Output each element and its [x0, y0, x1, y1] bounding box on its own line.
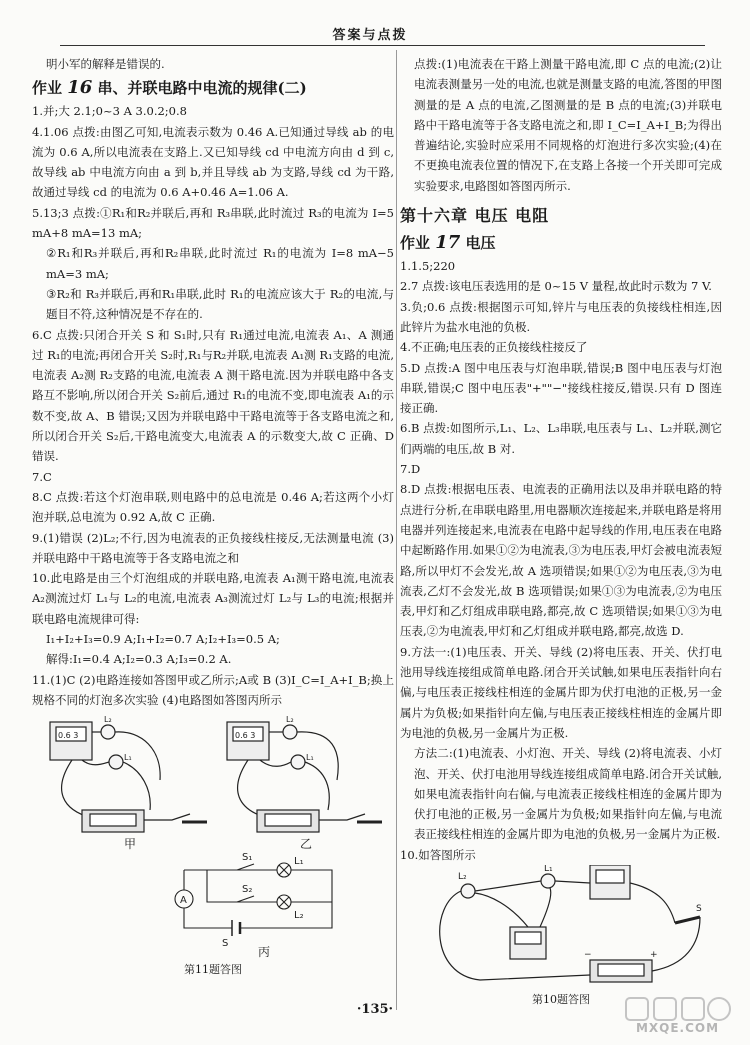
watermark-text: MXQE.COM: [635, 1021, 720, 1035]
switch-icon: [675, 917, 700, 923]
column-divider: [396, 50, 397, 1010]
answer-item: 5.D 点拨:A 图中电压表与灯泡串联,错误;B 图中电压表与灯泡串联,错误;C 图中电压表"+""−"接线柱接反,错误.只有 D 图连接正确.: [400, 360, 722, 416]
lamp-label-l1: L₁: [306, 753, 314, 763]
chapter-title: 电压 电阻: [474, 206, 550, 226]
circuit-diagram-bing: [32, 850, 394, 960]
switch-label-s: S: [222, 938, 229, 950]
equation-line: 解得:I₁=0.4 A;I₂=0.3 A;I₃=0.2 A.: [46, 652, 232, 667]
meter-scale-label: 0.6 3: [235, 731, 256, 741]
figure-label-yi: 乙: [300, 837, 313, 851]
answer-item: 10.此电路是由三个灯泡组成的并联电路,电流表 A₁测干路电流,电流表 A₂测流过灯 L₁与 L₂的电流,电流表 A₃测流过灯 L₂与 L₃的电流;根据并联电路电流规律可得:: [32, 571, 394, 626]
lamp-icon: [283, 725, 297, 739]
chapter-heading: [400, 204, 722, 228]
answer-item: 6.B 点拨:如图所示,L₁、L₂、L₃串联,电压表与 L₁、L₂并联,测它们两端的电压,故 B 对.: [400, 421, 722, 456]
lamp-label-l2: L₂: [104, 715, 112, 725]
figure-label-jia: 甲: [124, 837, 137, 851]
answer-item: ③R₂和 R₃并联后,再和R₁串联,此时 R₁的电流应该大于 R₂的电流,与题目不符,这种情况是不存在的.: [46, 286, 394, 322]
answer-item: 1.1.5;220: [400, 259, 456, 274]
hw16-heading: [32, 77, 394, 99]
lamp-icon: [461, 884, 475, 898]
answer-item: 点拨:(1)电流表在干路上测量干路电流,即 C 点的电流;(2)让电流表测量另一处的电流,也就是测量支路的电流,答图的甲图测量的是 A 点的电流,乙图测量的是 B 点的电流;(3)并联电路中干路电流等于各支路电流之和,即 I_C=I_A+I_B;为得出普遍结论,实验时应采用不同规格的灯泡进行多次实验;(4)在不更换电流表位置的情况下,在支路上各接一个开关即可完成实验要求,电路图如答图丙所示.: [414, 57, 722, 193]
answer-item: 8.D 点拨:根据电压表、电流表的正确用法以及串并联电路的特点进行分析,在串联电路里,用电器顺次连接起来,并联电路是将用电器并列连接起来,电流表在电路中起导线的作用,电压表在电路中起断路作用.如果①②为电流表,③为电压表,甲灯会被电流表短路,所以甲灯不会发光,故 A 选项错误;如果①②为电压表,③为电流表,乙灯不会发光,故 B 选项错误;如果①③为电流表,②为电压表,甲灯和乙灯组成串联电路,都亮,故 C 选项错误;如果①③为电压表,②为电流表,甲灯和乙灯组成并联电路,都亮,故选 D.: [400, 482, 722, 639]
page-header: [0, 0, 750, 48]
chapter-label: 第十六章: [400, 206, 469, 226]
lamp-label-l2: L₂: [458, 871, 467, 882]
switch-label: S: [696, 903, 702, 914]
answer-item: 2.7 点拨:该电压表选用的是 0~15 V 量程,故此时示数为 7 V.: [400, 279, 712, 294]
answer-item: 6.C 点拨:只闭合开关 S 和 S₁时,只有 R₁通过电流,电流表 A₁、A 测通过 R₁的电流;再闭合开关 S₂时,R₁与R₂并联,电流表 A₁测 R₁支路的电流,电流表 A₂测 R₂支路的电流,电流表 A 测干路电流.因为并联电路中各支路互不影响,所以闭合开关 S₂前后,通过 R₁的电流不变,即电流表 A₁的示数不变,故 A、B 错误;又因为并联电路中干路电流等于各支路电流之和,所以闭合开关 S₂后,干路电流变大,电流表 A 的示数变大,故 C 正确、D 错误.: [32, 327, 394, 464]
lamp-label-l2: L₂: [294, 910, 304, 922]
circuit-diagram-jia-yi: [32, 710, 394, 850]
answer-item: 9.(1)错误 (2)L₂;不行,因为电流表的正负接线柱接反,无法测量电流 (3)并联电路中干路电流等于各支路电流之和: [32, 530, 394, 565]
header-rule: [60, 45, 705, 46]
answer-item: 方法二:(1)电流表、小灯泡、开关、导线 (2)将电流表、小灯泡、开关、伏打电池用导线连接组成简单电路.闭合开关试触,如果电流表指针向右偏,与电流表正接线柱相连的金属片即为伏打电池的正极,另一金属片为负极;如果指针向左偏,与电流表正接线柱相连的金属片即为电池的负极,另一金属片为正极.: [414, 746, 722, 842]
figure-11-caption: 第11题答图: [184, 963, 242, 977]
battery-plus: +: [650, 949, 658, 960]
intro-text: 明小军的解释是错误的.: [46, 57, 165, 71]
equation-line: I₁+I₂+I₃=0.9 A;I₁+I₂=0.7 A;I₂+I₃=0.5 A;: [46, 632, 280, 647]
switch-s1: [237, 864, 254, 870]
watermark-logo: [620, 995, 735, 1040]
answer-item: 1.并;大 2.1;0~3 A 3.0.2;0.8: [32, 104, 187, 119]
hw17-number: 17: [435, 232, 461, 254]
answer-item: 5.13;3 点拨:①R₁和R₂并联后,再和 R₃串联,此时流过 R₃的电流为 I=5 mA+8 mA=13 mA;: [32, 205, 394, 241]
lamp-icon: [101, 725, 115, 739]
answer-item: 10.如答图所示: [400, 847, 476, 862]
lamp-label-l1: L₁: [124, 753, 132, 763]
lamp-icon: [109, 755, 123, 769]
lamp-label-l1: L₁: [294, 856, 304, 868]
figure-10-caption: 第10题答图: [532, 992, 590, 1006]
lamp-icon: [291, 755, 305, 769]
meter-scale-label: 0.6 3: [58, 731, 79, 741]
hw16-title: 串、并联电路中电流的规律(二): [97, 79, 307, 98]
right-column: [400, 54, 722, 1010]
hw17-label: 作业: [400, 234, 431, 253]
figure-10: [400, 865, 722, 1010]
answer-item: 7.C: [32, 469, 52, 484]
left-column: [32, 54, 394, 981]
answer-item: 9.方法一:(1)电压表、开关、导线 (2)将电压表、开关、伏打电池用导线连接组成简单电路.闭合开关试触,如果电压表指针向右偏,与电压表正接线柱相连的金属片即为伏打电池的正极,另一金属片为负极;如果指针向左偏,与电压表正接线柱相连的金属片即为电池的负极,另一金属片为正极.: [400, 644, 722, 740]
lamp-label-l2: L₂: [286, 715, 294, 725]
lamp-label-l1: L₁: [544, 864, 553, 874]
header-title: 答案与点拨: [332, 28, 408, 43]
answer-item: 3.负;0.6 点拨:根据图示可知,锌片与电压表的负接线柱相连,因此锌片为盐水电池的负极.: [400, 299, 722, 334]
figure-11: [32, 710, 394, 980]
page-number: ·135·: [356, 1002, 394, 1017]
answer-item: 8.C 点拨:若这个灯泡串联,则电路中的总电流是 0.46 A;若这两个小灯泡并联,总电流为 0.92 A,故 C 正确.: [32, 489, 394, 525]
switch-s2: [237, 896, 254, 902]
answer-item: 11.(1)C (2)电路连接如答图甲或乙所示;A或 B (3)I_C=I_A+I_B;换上规格不同的灯泡多次实验 (4)电路图如答图丙所示: [32, 672, 394, 707]
answer-item: 7.D: [400, 462, 421, 477]
figure-label-bing: 丙: [258, 945, 271, 960]
switch-label-s2: S₂: [242, 884, 253, 896]
hw17-heading: [400, 232, 722, 254]
switch-label-s1: S₁: [242, 852, 253, 864]
answer-item: ②R₁和R₃并联后,再和R₂串联,此时流过 R₁的电流为 I=8 mA−5 mA=3 mA;: [46, 246, 394, 281]
watermark-icon: [620, 995, 735, 1023]
answer-item: 4.1.06 点拨:由图乙可知,电流表示数为 0.46 A.已知通过导线 ab 的电流为 0.6 A,所以电流表在支路上.又已知导线 cd 中电流方向由 d 到 c,故导线 ab 中电流方向由 a 到 b,并且导线 ab 为支路,导线 cd 为干路,故通过导线 cd 的电流为 0.6 A+0.46 A=1.06 A.: [32, 124, 394, 200]
ammeter-label: A: [180, 895, 187, 907]
circuit-diagram-10: [400, 865, 722, 990]
hw17-title: 电压: [465, 234, 496, 253]
hw16-label: 作业: [32, 79, 63, 98]
lamp-icon: [541, 874, 555, 888]
answer-item: 4.不正确;电压表的正负接线柱接反了: [400, 340, 588, 355]
hw16-number: 16: [67, 77, 93, 99]
battery-minus: −: [584, 949, 592, 960]
